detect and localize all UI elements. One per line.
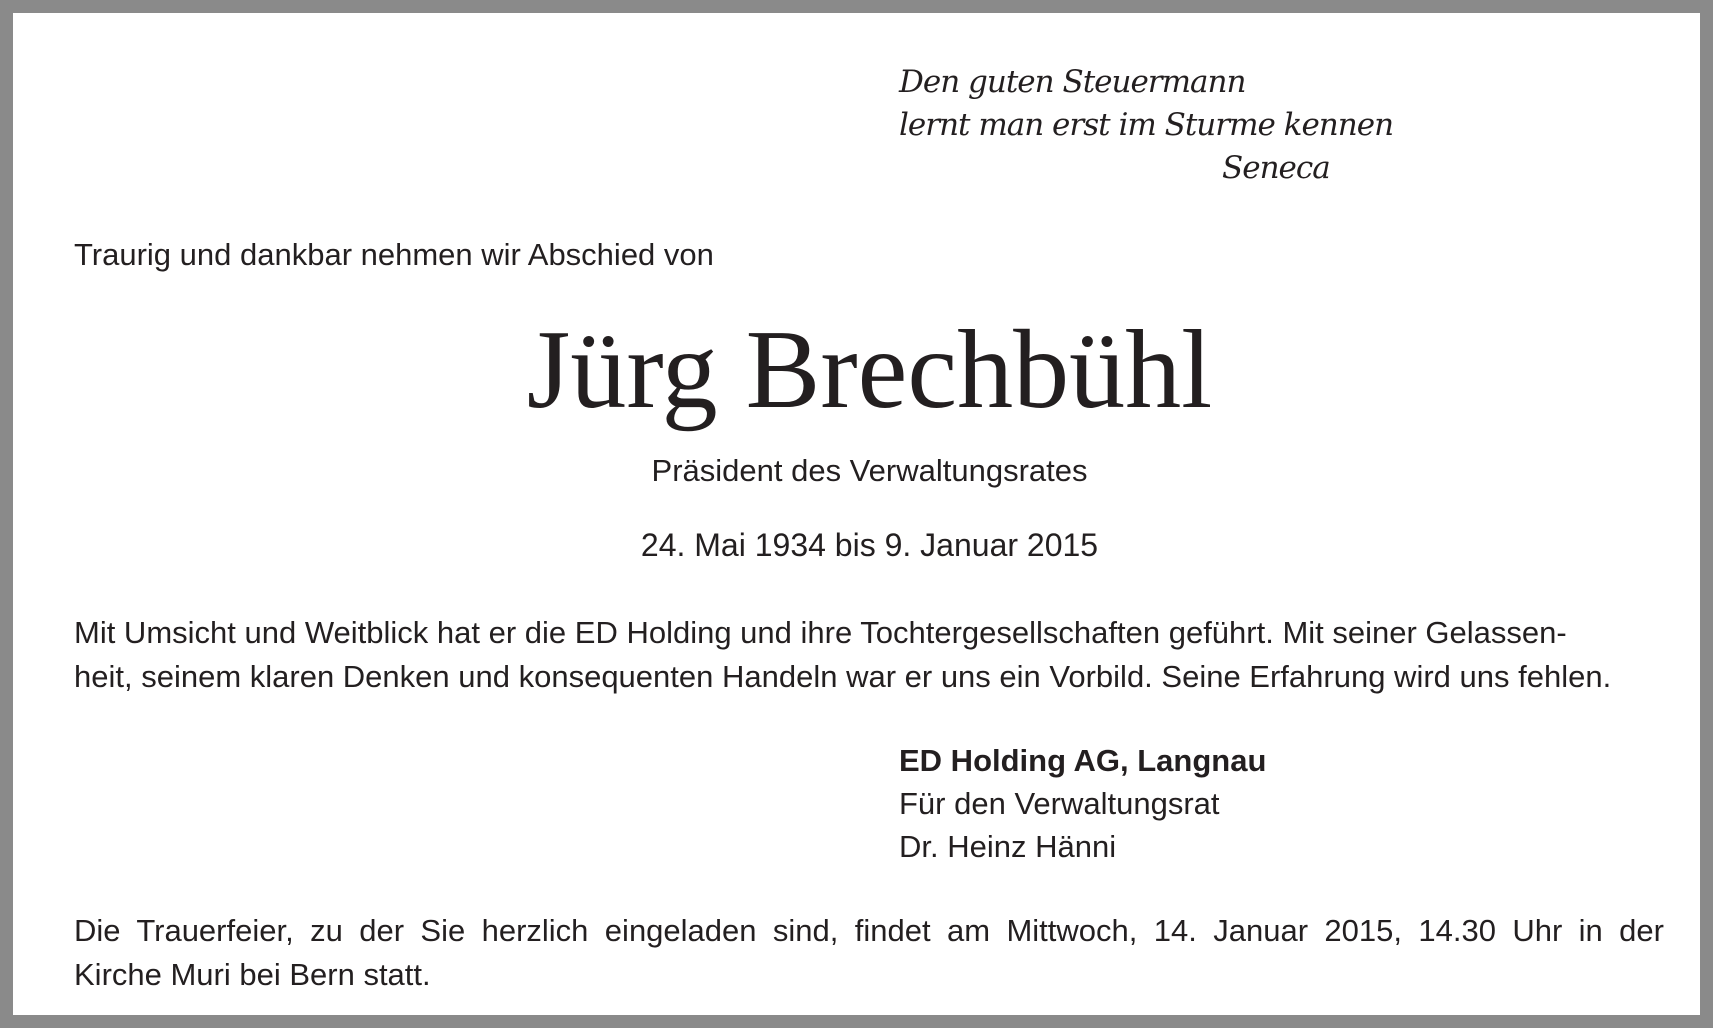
intro-text: Traurig und dankbar nehmen wir Abschied von <box>74 237 714 272</box>
tribute-paragraph <box>74 611 1664 699</box>
company-name: ED Holding AG, Langnau <box>899 743 1267 778</box>
quote-author: Seneca <box>1222 150 1330 186</box>
ceremony-notice <box>74 909 1664 997</box>
ceremony-line-2: Kirche Muri bei Bern statt. <box>74 957 431 992</box>
signatory-name: Dr. Heinz Hänni <box>899 829 1117 864</box>
deceased-role: Präsident des Verwaltungsrates <box>651 453 1088 488</box>
tribute-line-2: heit, seinem klaren Denken und konsequenten Handeln war er uns ein Vorbild. Seine Erfahrung wird uns fehlen. <box>74 659 1612 694</box>
deceased-name: Jürg Brechbühl <box>526 308 1213 432</box>
quote-line-1: Den guten Steuermann <box>899 64 1246 100</box>
on-behalf-line: Für den Verwaltungsrat <box>899 786 1220 821</box>
epigraph-quote <box>899 61 1393 190</box>
signature-block <box>899 739 1266 868</box>
quote-line-2: lernt man erst im Sturme kennen <box>899 107 1394 143</box>
life-dates: 24. Mai 1934 bis 9. Januar 2015 <box>640 527 1099 563</box>
ceremony-line-1: Die Trauerfeier, zu der Sie herzlich eingeladen sind, findet am Mittwoch, 14. Januar 2015, 14.30 Uhr in der <box>74 913 1664 948</box>
tribute-line-1: Mit Umsicht und Weitblick hat er die ED Holding und ihre Tochtergesellschaften geführt. Mit seiner Gelassen- <box>74 615 1567 650</box>
